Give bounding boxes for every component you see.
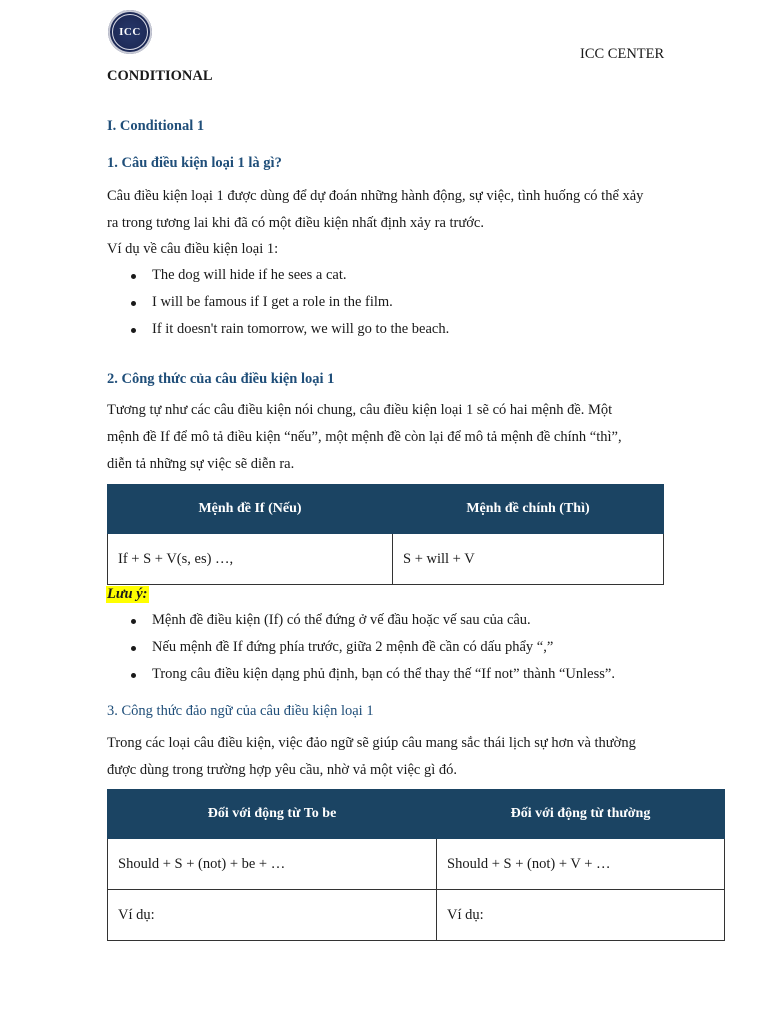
- logo-ring: [112, 14, 148, 50]
- paragraph-line: Tương tự như các câu điều kiện nói chung, câu điều kiện loại 1 sẽ có hai mệnh đề. Một: [107, 402, 613, 418]
- paragraph-line: Câu điều kiện loại 1 được dùng để dự đoán những hành động, sự việc, tình huống có thể xảy: [107, 188, 644, 204]
- paragraph-line: Trong các loại câu điều kiện, việc đảo ngữ sẽ giúp câu mang sắc thái lịch sự hơn và thường: [107, 735, 636, 751]
- subsection-2-heading: 2. Công thức của câu điều kiện loại 1: [107, 371, 335, 387]
- list-item: Mệnh đề điều kiện (If) có thể đứng ở vế đầu hoặc vế sau của câu.: [107, 607, 667, 634]
- list-item: I will be famous if I get a role in the film.: [107, 289, 667, 316]
- table-header: Đối với động từ To be: [108, 790, 437, 839]
- list-item: Trong câu điều kiện dạng phủ định, bạn có thể thay thế “If not” thành “Unless”.: [107, 661, 667, 688]
- table-cell: Ví dụ:: [108, 890, 437, 941]
- table-header: Mệnh đề If (Nếu): [108, 485, 393, 534]
- subsection-1-heading: 1. Câu điều kiện loại 1 là gì?: [107, 155, 282, 171]
- list-item: If it doesn't rain tomorrow, we will go to the beach.: [107, 316, 667, 343]
- subsection-1-body: [107, 183, 667, 237]
- logo-text: ICC: [119, 26, 141, 38]
- paragraph-line: mệnh đề If để mô tả điều kiện “nếu”, một mệnh đề còn lại để mô tả mệnh đề chính “thì”,: [107, 429, 622, 445]
- list-item: The dog will hide if he sees a cat.: [107, 262, 667, 289]
- subsection-3-body: [107, 730, 667, 784]
- center-name: ICC CENTER: [580, 46, 665, 62]
- paragraph-line: được dùng trong trường hợp yêu cầu, nhờ vả một việc gì đó.: [107, 762, 458, 778]
- list-item: Nếu mệnh đề If đứng phía trước, giữa 2 mệnh đề cần có dấu phẩy “,”: [107, 634, 667, 661]
- icc-logo: [108, 10, 152, 54]
- table-cell: Should + S + (not) + V + …: [437, 839, 725, 890]
- table-header: Mệnh đề chính (Thì): [393, 485, 664, 534]
- table-cell: Should + S + (not) + be + …: [108, 839, 437, 890]
- inversion-table: [107, 789, 725, 941]
- table-cell: Ví dụ:: [437, 890, 725, 941]
- table-cell: If + S + V(s, es) …,: [108, 534, 393, 585]
- note-label: Lưu ý:: [107, 586, 148, 602]
- table-header: Đối với động từ thường: [437, 790, 725, 839]
- paragraph-line: diễn tả những sự việc sẽ diễn ra.: [107, 456, 295, 472]
- formula-table: [107, 484, 664, 585]
- paragraph-line: ra trong tương lai khi đã có một điều kiện nhất định xảy ra trước.: [107, 215, 484, 231]
- subsection-2-body: [107, 397, 667, 478]
- document-title: CONDITIONAL: [107, 68, 213, 84]
- subsection-3-heading: 3. Công thức đảo ngữ của câu điều kiện loại 1: [107, 703, 374, 719]
- note-list: [107, 607, 667, 688]
- table-cell: S + will + V: [393, 534, 664, 585]
- section-heading: I. Conditional 1: [107, 118, 205, 134]
- example-intro: Ví dụ về câu điều kiện loại 1:: [107, 241, 279, 257]
- example-list: [107, 262, 667, 343]
